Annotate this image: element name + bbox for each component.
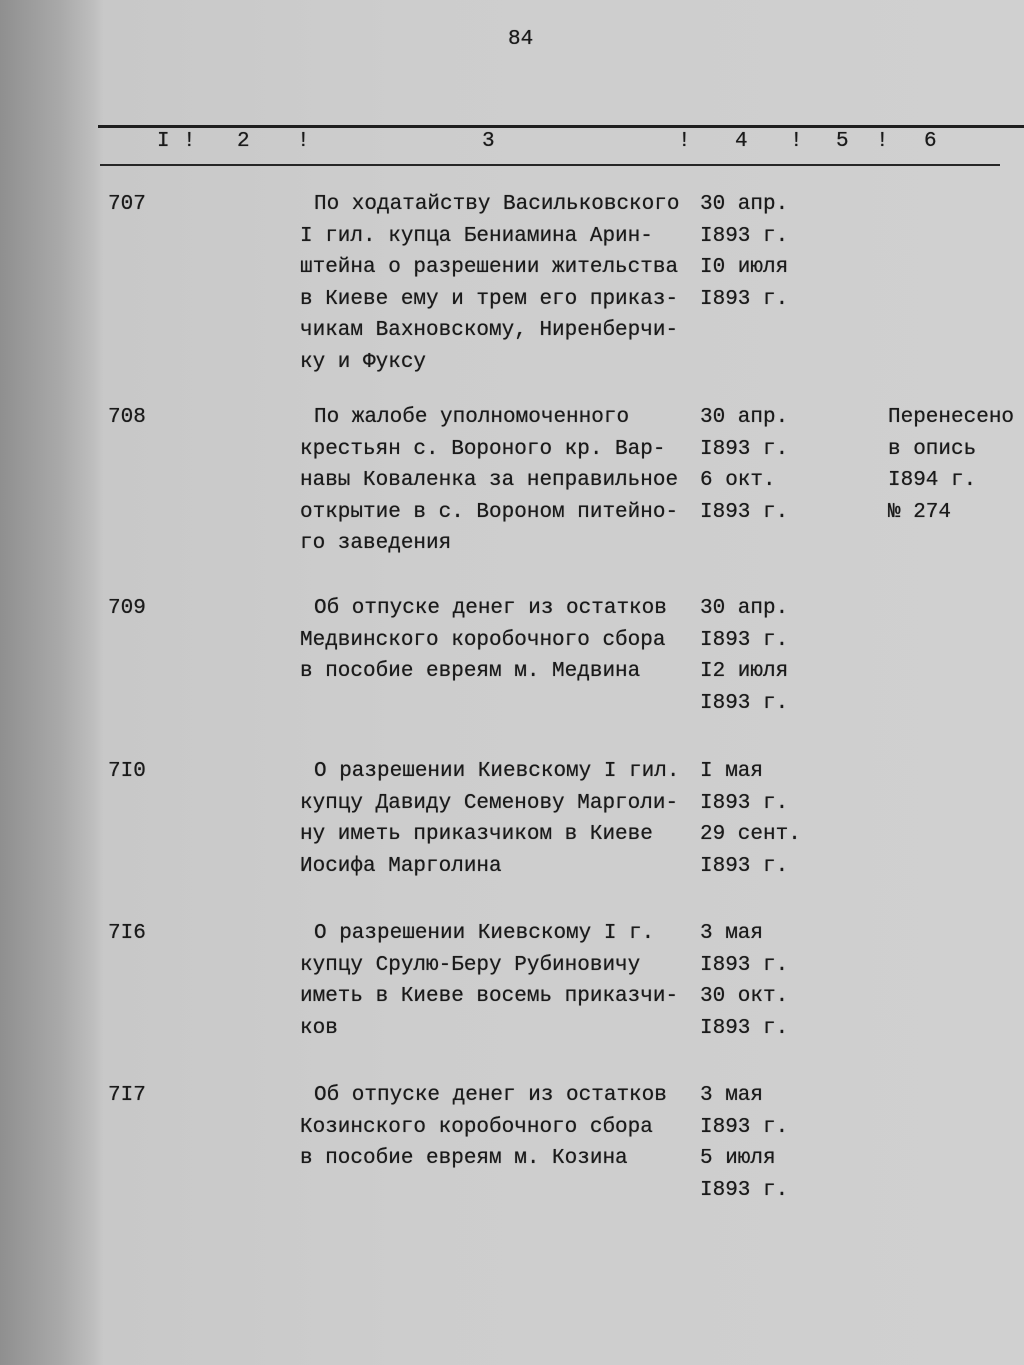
date-line: I мая — [700, 760, 764, 783]
description-line: Об отпуске денег из остатков — [314, 597, 667, 620]
description-line: в Киеве ему и трем его приказ- — [300, 287, 679, 311]
description-line: купцу Срулю-Беру Рубиновичу — [300, 953, 641, 977]
table-row — [0, 402, 1024, 572]
description-line: купцу Давиду Семенову Марголи- — [300, 791, 679, 815]
table-header-top-rule — [98, 125, 1024, 128]
entry-number: 7I7 — [108, 1084, 146, 1107]
page-number: 84 — [508, 28, 534, 51]
header-separator: ! — [678, 130, 691, 153]
date-line: I893 г. — [700, 691, 789, 715]
entry-description — [300, 593, 667, 688]
date-line: I2 июля — [700, 660, 789, 683]
description-line: Об отпуске денег из остатков — [314, 1084, 667, 1107]
date-line: 3 мая — [700, 922, 764, 945]
date-line: I893 г. — [700, 791, 789, 815]
description-line: О разрешении Киевскому I гил. — [314, 760, 680, 783]
entry-number: 7I6 — [108, 922, 146, 945]
note-line: Перенесено — [888, 406, 1015, 429]
date-line: I893 г. — [700, 854, 789, 878]
header-col-5: 5 — [836, 130, 849, 153]
header-col-1: I — [157, 130, 170, 153]
description-line: Медвинского коробочного сбора — [300, 628, 666, 652]
description-line: По жалобе уполномоченного — [314, 406, 630, 429]
date-line: I893 г. — [700, 1016, 789, 1040]
entry-description — [300, 756, 679, 882]
description-line: крестьян с. Вороного кр. Вар- — [300, 437, 666, 461]
date-line: I893 г. — [700, 224, 789, 248]
header-col-6: 6 — [924, 130, 937, 153]
table-row — [0, 189, 1024, 374]
description-line: ну иметь приказчиком в Киеве — [300, 823, 653, 846]
date-line: I893 г. — [700, 437, 789, 461]
date-line: 29 сент. — [700, 823, 801, 846]
entry-description — [300, 1080, 667, 1175]
entry-description — [300, 918, 678, 1044]
entry-description — [300, 402, 678, 560]
description-line: го заведения — [300, 532, 452, 555]
description-line: По ходатайству Васильковского — [314, 193, 680, 216]
header-separator: ! — [297, 130, 310, 153]
description-line: в пособие евреям м. Козина — [300, 1147, 628, 1170]
date-line: I893 г. — [700, 500, 789, 524]
date-line: 3 мая — [700, 1084, 764, 1107]
description-line: иметь в Киеве восемь приказчи- — [300, 985, 679, 1008]
description-line: I гил. купца Бениамина Арин- — [300, 224, 653, 248]
description-line: в пособие евреям м. Медвина — [300, 660, 641, 683]
table-row — [0, 918, 1024, 1088]
entry-number: 707 — [108, 193, 146, 216]
entry-dates — [700, 402, 788, 528]
entry-dates — [700, 756, 801, 882]
date-line: 6 окт. — [700, 469, 776, 492]
description-line: открытие в с. Вороном питейно- — [300, 500, 679, 524]
description-line: чикам Вахновскому, Ниренберчи- — [300, 319, 679, 342]
date-line: I893 г. — [700, 287, 789, 311]
header-separator: ! — [790, 130, 803, 153]
header-separator: ! — [183, 130, 196, 153]
entry-dates — [700, 189, 788, 315]
table-row — [0, 756, 1024, 926]
entry-dates — [700, 918, 788, 1044]
description-line: Иосифа Марголина — [300, 854, 502, 878]
description-line: О разрешении Киевскому I г. — [314, 922, 655, 945]
date-line: 30 апр. — [700, 597, 789, 620]
description-line: навы Коваленка за неправильное — [300, 469, 679, 492]
date-line: I893 г. — [700, 953, 789, 977]
description-line: ков — [300, 1016, 338, 1040]
header-col-4: 4 — [735, 130, 748, 153]
table-header-bottom-rule — [100, 164, 1000, 166]
date-line: 5 июля — [700, 1147, 776, 1170]
date-line: I0 июля — [700, 256, 789, 279]
date-line: 30 апр. — [700, 193, 789, 216]
description-line: ку и Фуксу — [300, 350, 427, 374]
entry-number: 708 — [108, 406, 146, 429]
entry-dates — [700, 1080, 788, 1206]
date-line: I893 г. — [700, 1115, 789, 1139]
note-line: в опись — [888, 437, 977, 461]
description-line: Козинского коробочного сбора — [300, 1115, 653, 1139]
header-separator: ! — [876, 130, 889, 153]
entry-dates — [700, 593, 788, 719]
header-col-3: 3 — [482, 130, 495, 153]
entry-description — [300, 189, 679, 378]
entry-number: 709 — [108, 597, 146, 620]
date-line: 30 апр. — [700, 406, 789, 429]
date-line: 30 окт. — [700, 985, 789, 1008]
description-line: штейна о разрешении жительства — [300, 256, 679, 279]
table-row — [0, 1080, 1024, 1250]
note-line: I894 г. — [888, 469, 977, 492]
header-col-2: 2 — [237, 130, 250, 153]
date-line: I893 г. — [700, 1178, 789, 1202]
entry-note — [888, 402, 1014, 528]
table-row — [0, 593, 1024, 763]
date-line: I893 г. — [700, 628, 789, 652]
entry-number: 7I0 — [108, 760, 146, 783]
note-line: № 274 — [888, 500, 952, 524]
